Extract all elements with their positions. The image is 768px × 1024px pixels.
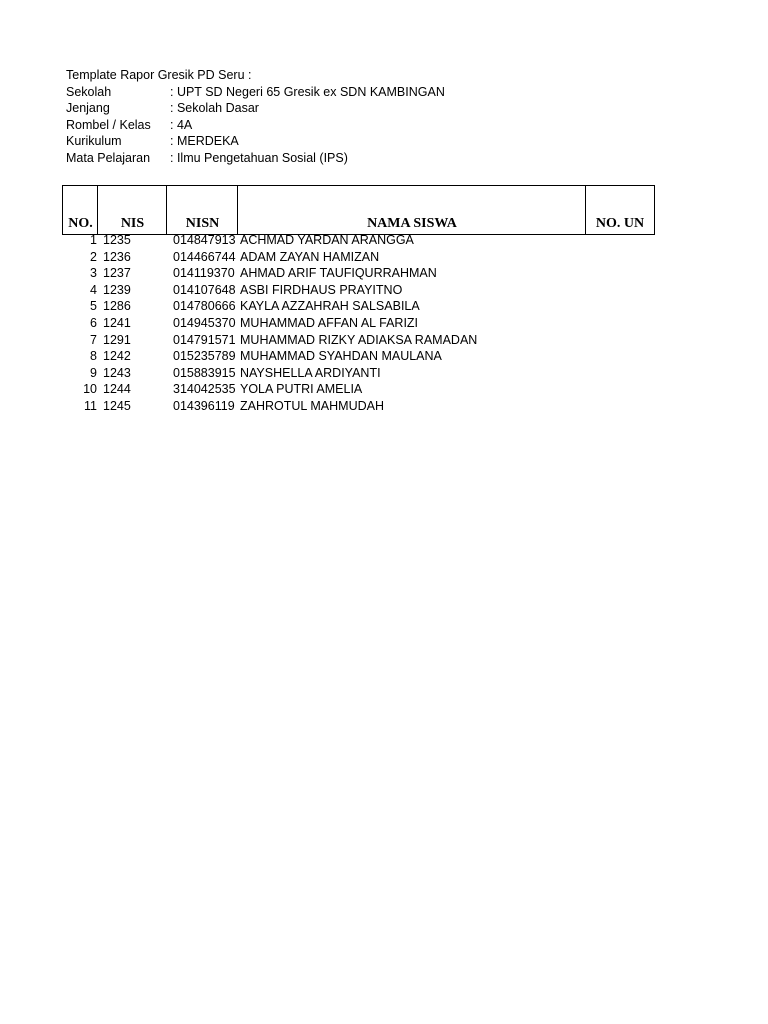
table-row — [0, 249, 768, 266]
cell-nisn: 014107648 — [173, 282, 236, 297]
cell-no: 2 — [90, 249, 97, 264]
cell-no: 4 — [90, 282, 97, 297]
column-header-nisn: NISN — [166, 185, 238, 235]
meta-value: : Sekolah Dasar — [170, 101, 259, 116]
cell-nama: ADAM ZAYAN HAMIZAN — [240, 249, 380, 264]
table-row — [0, 332, 768, 349]
cell-nisn: 014396119 — [173, 399, 235, 413]
table-row — [0, 282, 768, 299]
cell-no: 3 — [90, 266, 97, 281]
cell-nis: 1236 — [103, 249, 131, 264]
cell-nis: 1244 — [103, 382, 131, 397]
column-header-no-un: NO. UN — [585, 185, 655, 235]
meta-label: Sekolah — [66, 84, 112, 99]
cell-no: 7 — [90, 332, 97, 347]
cell-nama: ACHMAD YARDAN ARANGGA — [240, 233, 414, 247]
cell-no: 10 — [83, 382, 97, 397]
meta-value: : UPT SD Negeri 65 Gresik ex SDN KAMBINGAN — [170, 84, 445, 99]
cell-nama: MUHAMMAD SYAHDAN MAULANA — [240, 349, 442, 364]
meta-value: : MERDEKA — [170, 134, 239, 149]
table-row — [0, 265, 768, 282]
cell-nis: 1243 — [103, 365, 131, 380]
cell-nama: NAYSHELLA ARDIYANTI — [240, 365, 381, 380]
cell-no: 6 — [90, 316, 97, 330]
meta-value: : 4A — [170, 117, 193, 132]
cell-nama: MUHAMMAD RIZKY ADIAKSA RAMADAN — [240, 332, 478, 347]
table-row — [0, 298, 768, 315]
cell-nis: 1245 — [103, 399, 131, 413]
document-title: Template Rapor Gresik PD Seru : — [66, 68, 252, 82]
table-row — [0, 381, 768, 398]
table-row — [0, 315, 768, 332]
table-row — [0, 348, 768, 365]
cell-nama: ZAHROTUL MAHMUDAH — [240, 399, 384, 413]
column-header-nama-siswa: NAMA SISWA — [237, 185, 586, 235]
cell-nis: 1237 — [103, 266, 131, 281]
meta-label: Jenjang — [66, 101, 110, 116]
table-row — [0, 365, 768, 382]
cell-nisn: 014466744 — [173, 249, 236, 264]
cell-nisn: 015235789 — [173, 349, 236, 364]
meta-label: Kurikulum — [66, 134, 122, 149]
cell-no: 11 — [84, 399, 97, 413]
cell-nisn: 014119370 — [173, 266, 235, 281]
table-row — [0, 232, 768, 249]
cell-nisn: 014791571 — [173, 332, 236, 347]
cell-nis: 1242 — [103, 349, 131, 364]
meta-value: : Ilmu Pengetahuan Sosial (IPS) — [170, 151, 348, 165]
cell-nis: 1239 — [103, 282, 131, 297]
cell-nis: 1241 — [103, 316, 131, 330]
cell-nis: 1235 — [103, 233, 131, 247]
cell-nama: ASBI FIRDHAUS PRAYITNO — [240, 282, 403, 297]
cell-nama: YOLA PUTRI AMELIA — [240, 382, 363, 397]
meta-label: Mata Pelajaran — [66, 151, 151, 165]
table-row — [0, 398, 768, 415]
cell-nisn: 014945370 — [173, 316, 236, 330]
cell-no: 5 — [90, 299, 97, 314]
cell-no: 1 — [90, 233, 97, 247]
cell-nisn: 015883915 — [173, 365, 236, 380]
cell-nama: KAYLA AZZAHRAH SALSABILA — [240, 299, 420, 314]
meta-label: Rombel / Kelas — [66, 117, 151, 132]
cell-nama: AHMAD ARIF TAUFIQURRAHMAN — [240, 266, 437, 281]
cell-no: 9 — [90, 365, 97, 380]
cell-nisn: 014780666 — [173, 299, 236, 314]
cell-nis: 1291 — [103, 332, 131, 347]
cell-nisn: 014847913 — [173, 233, 236, 247]
cell-nis: 1286 — [103, 299, 131, 314]
column-header-no: NO. — [62, 185, 98, 235]
cell-nama: MUHAMMAD AFFAN AL FARIZI — [240, 316, 419, 330]
cell-no: 8 — [90, 349, 97, 364]
cell-nisn: 314042535 — [173, 382, 236, 397]
column-header-nis: NIS — [97, 185, 167, 235]
